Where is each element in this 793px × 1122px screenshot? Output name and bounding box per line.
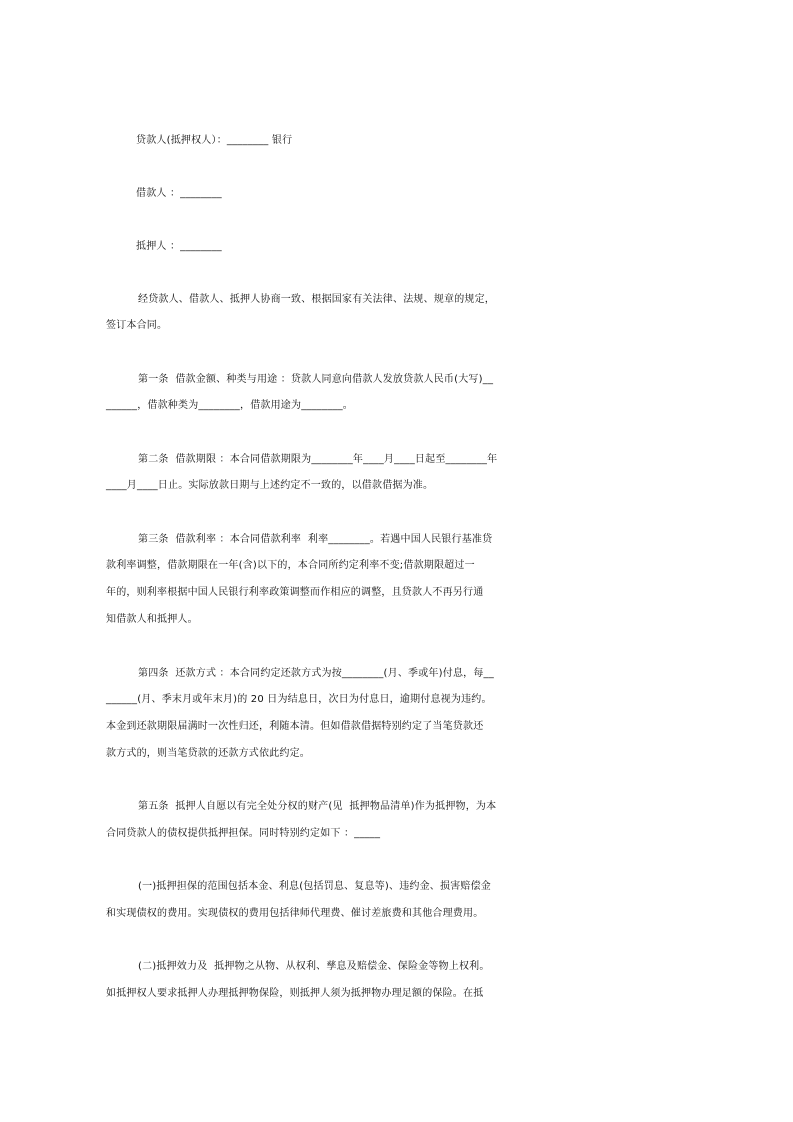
lender-line: 贷款人(抵押权人）：________ 银行 (136, 135, 293, 146)
article-5-line-1: 第五条 抵押人自愿以有完全处分权的财产(见 抵押物品清单)作为抵押物，为本 (138, 801, 497, 812)
article-4-line-2: ______(月、季末月或年末月)的 20 日为结息日，次日为付息日，逾期付息视为违约。 (106, 694, 492, 705)
article-3-line-4: 知借款人和抵押人。 (106, 614, 198, 625)
intro-line-2: 签订本合同。 (106, 320, 168, 331)
article-1-line-2: ______，借款种类为________，借款用途为________。 (106, 400, 353, 411)
article-2-line-2: ____月____日止。实际放款日期与上述约定不一致的，以借款借据为准。 (106, 480, 434, 491)
intro-line-1: 经贷款人、借款人、抵押人协商一致、根据国家有关法律、法规、规章的规定， (138, 294, 495, 305)
article-4-line-4: 款方式的，则当笔贷款的还款方式依此约定。 (106, 748, 310, 759)
clause-2-line-2: 如抵押权人要求抵押人办理抵押物保险，则抵押人须为抵押物办理足额的保险。在抵 (106, 988, 484, 999)
article-2-line-1: 第二条 借款期限 ：本合同借款期限为________年____月____日起至________年 (138, 454, 498, 465)
borrower-line: 借款人 ：________ (136, 188, 222, 199)
clause-1-line-2: 和实现债权的费用。实现债权的费用包括律师代理费、催讨差旅费和其他合理费用。 (106, 908, 484, 919)
article-4-line-3: 本金到还款期限届满时一次性归还，利随本清。但如借款借据特别约定了当笔贷款还 (106, 721, 484, 732)
article-1-line-1: 第一条 借款金额、种类与用途 ：贷款人同意向借款人发放贷款人民币(大写)__ (138, 374, 494, 385)
article-3-line-1: 第三条 借款利率 ：本合同借款利率 利率________。若遇中国人民银行基准贷 (138, 534, 493, 545)
article-4-line-1: 第四条 还款方式 ：本合同约定还款方式为按________(月、季或年)付息，每__ (138, 668, 494, 679)
article-5-line-2: 合同贷款人的债权提供抵押担保。同时特别约定如下 ：_____ (106, 828, 381, 839)
article-3-line-3: 年的，则利率根据中国人民银行利率政策调整而作相应的调整，且贷款人不再另行通 (106, 587, 484, 598)
clause-1-line-1: (一)抵押担保的范围包括本金、利息(包括罚息、复息等)、违约金、损害赔偿金 (138, 881, 492, 892)
mortgagor-line: 抵押人 ：________ (136, 241, 222, 252)
clause-2-line-1: (二)抵押效力及 抵押物之从物、从权利、孳息及赔偿金、保险金等物上权利。 (138, 961, 490, 972)
article-3-line-2: 款利率调整，借款期限在一年(含)以下的，本合同所约定利率不变;借款期限超过一 (106, 560, 475, 571)
